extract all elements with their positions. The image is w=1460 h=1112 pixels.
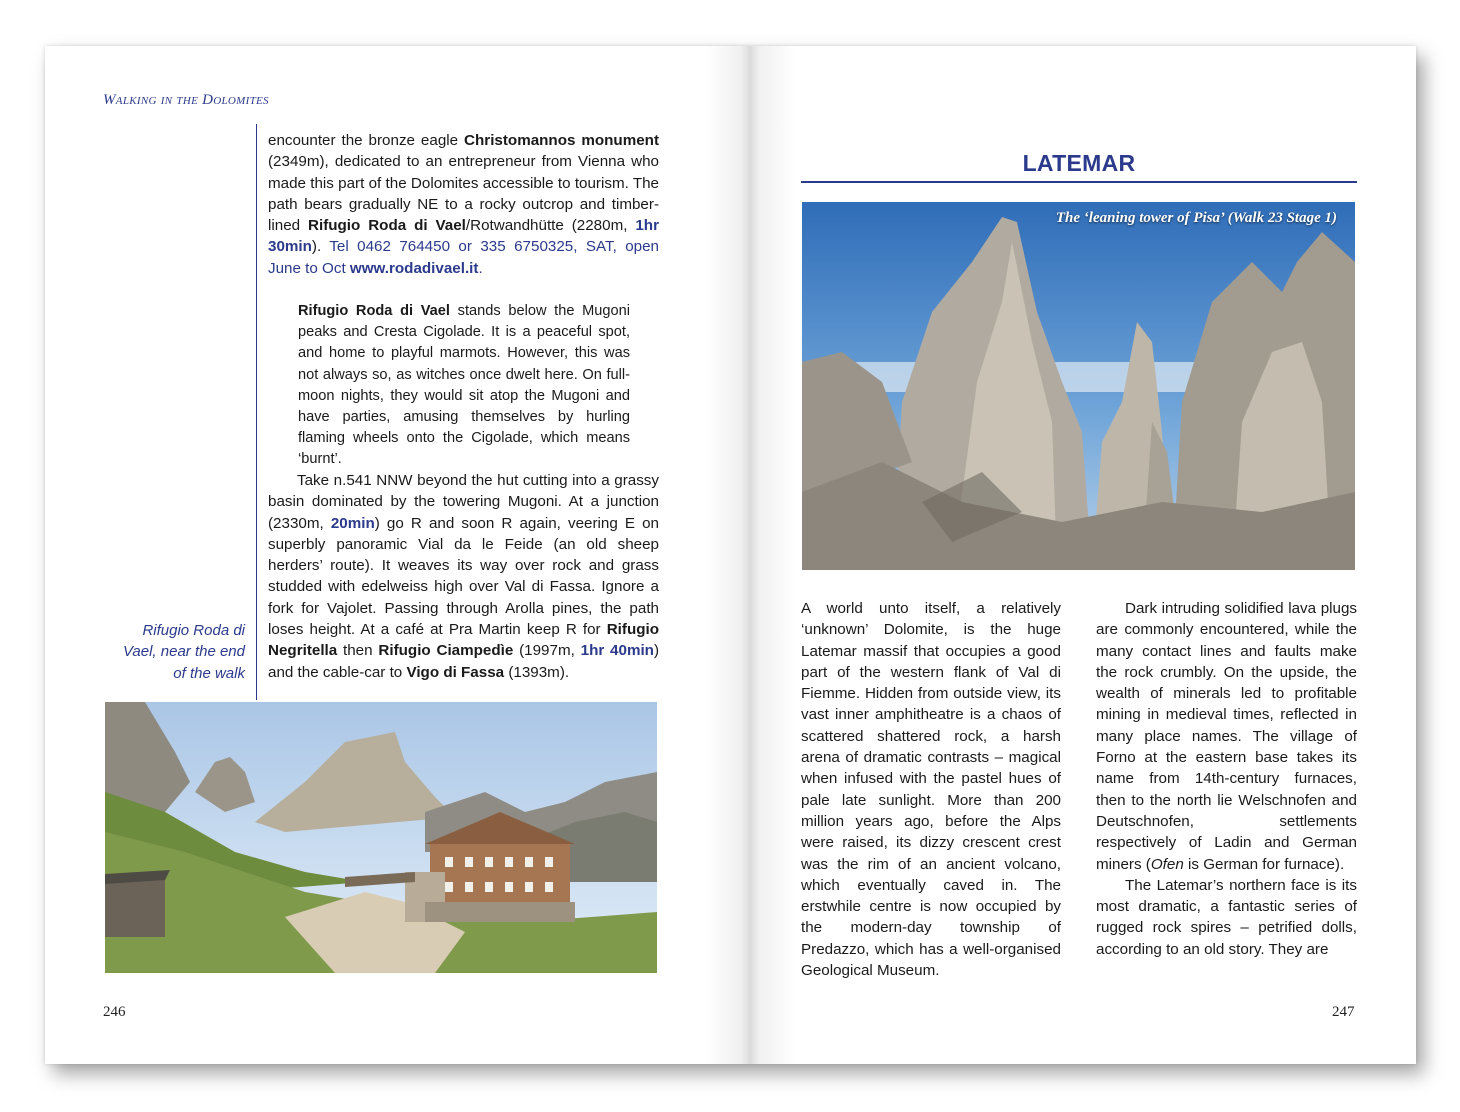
inset-paragraph: Rifugio Roda di Vael stands below the Mugoni peaks and Cresta Cigolade. It is a peaceful spot, and home to playful marmots. However, this was not always so, as witches once dwelt here. On full-moon nights, they would sit atop the Mugoni and have parties, amusing themselves by hurling flaming wheels onto the Cigolade, which means ‘burnt’. — [298, 303, 631, 468]
left-paragraph-1: encounter the bronze eagle Christomannos monument (2349m), dedicated to an entrepreneur from Vienna who made this part of the Dolomites accessible to tourism. The path bears gradually NE to a rocky outcrop and timber-lined Rifugio Roda di Vael/Rotwandhütte (2280m, 1hr 30min). Tel 0462 764450 or 335 6750325, SAT, open June to Oct www.rodadivael.it. — [268, 132, 659, 277]
title-rule — [801, 181, 1357, 183]
book-spread — [45, 46, 1416, 1064]
right-column-2-paragraph-1: Dark intruding solidified lava plugs are commonly encountered, while the many contact lines and faults make the rock crumbly. On the upside, the wealth of minerals led to profitable mining in medieval times, reflected in many place names. The village of Forno at the eastern base takes its name from 14th-century furnaces, then to the north lie Welschnofen and Deutschnofen, settlements respectively of Ladin and German miners (Ofen is German for furnace). — [1096, 600, 1357, 873]
left-paragraph-2: Take n.541 NNW beyond the hut cutting into a grassy basin dominated by the towering Mugoni. At a junction (2330m, 20min) go R and soon R again, veering E on superbly panoramic Vial da le Feide (an old sheep herders’ route). It weaves its way over rock and grass studded with edelweiss high over Val di Fassa. Ignore a fork for Vajolet. Passing through Arolla pines, the path loses height. At a café at Pra Martin keep R for Rifugio Negritella then Rifugio Ciampedìe (1997m, 1hr 40min) and the cable-car to Vigo di Fassa (1393m). — [268, 472, 660, 681]
rifugio-photo — [105, 702, 657, 973]
right-column-2-paragraph-2: The Latemar’s northern face is its most dramatic, a fantastic series of rugged rock spires – petrified dolls, according to an old story. They are — [1096, 876, 1357, 958]
chapter-title: LATEMAR — [1022, 150, 1136, 176]
right-column-2 — [1096, 598, 1357, 960]
margin-caption: Rifugio Roda di Vael, near the end of the walk — [122, 622, 245, 682]
page-number-right: 247 — [1332, 1004, 1355, 1020]
leaning-tower-photo — [802, 202, 1355, 570]
page-number-left: 246 — [103, 1004, 126, 1020]
running-head: Walking in the Dolomites — [103, 92, 269, 108]
book-gutter — [705, 46, 795, 1064]
right-column-1: A world unto itself, a relatively ‘unknown’ Dolomite, is the huge Latemar massif that occupies a good part of the western flank of Val di Fiemme. Hidden from outside view, its vast inner amphitheatre is a chaos of scattered shattered rock, a harsh arena of dramatic contrasts – magical when infused with the pastel hues of pale late sunlight. More than 200 million years ago, before the Alps were raised, its dizzy crescent crest was the rim of an ancient volcano, which eventually caved in. The erstwhile centre is now occupied by the modern-day township of Predazzo, which has a well-organised Geological Museum. — [801, 600, 1061, 980]
column-rule — [256, 124, 257, 700]
photo-caption: The ‘leaning tower of Pisa’ (Walk 23 Stage 1) — [1055, 210, 1337, 226]
